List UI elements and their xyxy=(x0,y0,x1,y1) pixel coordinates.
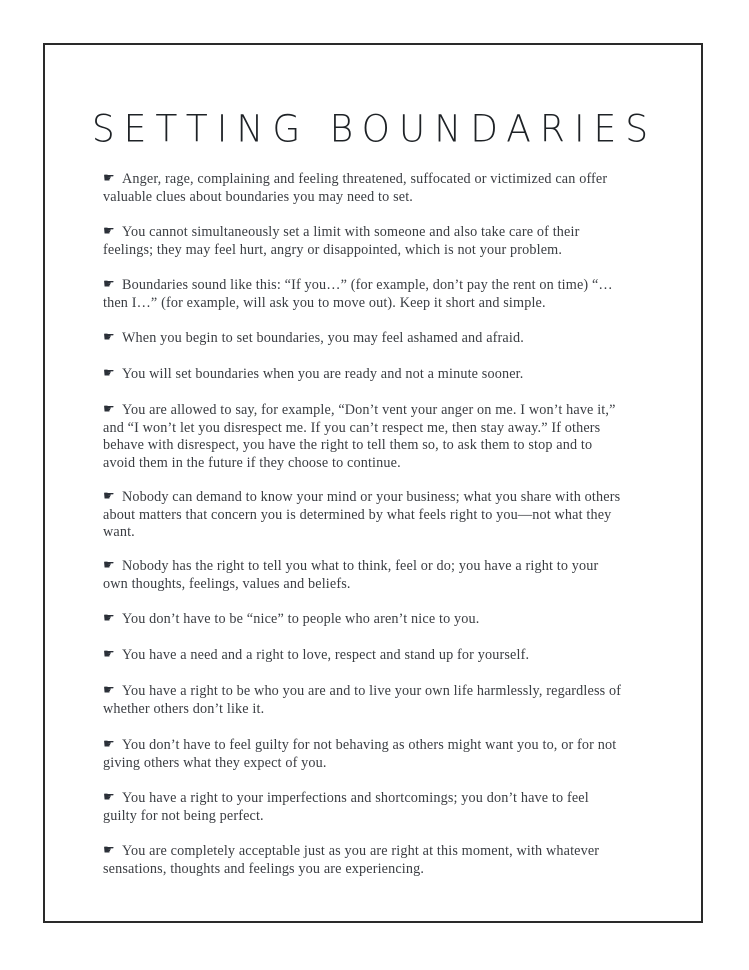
list-item xyxy=(103,647,623,665)
list-item-text: You will set boundaries when you are ready and not a minute sooner. xyxy=(122,366,524,382)
list-item xyxy=(103,489,623,542)
pointing-hand-icon: ☛ xyxy=(103,737,115,752)
pointing-hand-icon: ☛ xyxy=(103,611,115,626)
list-item-text: You don’t have to feel guilty for not behaving as others might want you to, or for not giving others what they expect of you. xyxy=(103,737,617,771)
list-item-text: You have a right to be who you are and to live your own life harmlessly, regardless of whether others don’t like it. xyxy=(103,683,622,717)
list-item xyxy=(103,402,623,472)
list-item-text: Nobody can demand to know your mind or your business; what you share with others about matters that concern you is determined by what feels right to you—not what they want. xyxy=(103,489,621,540)
list-item-text: You are completely acceptable just as you are right at this moment, with whatever sensations, thoughts and feelings you are experiencing. xyxy=(103,843,600,877)
list-item xyxy=(103,277,623,312)
list-item-text: Boundaries sound like this: “If you…” (for example, don’t pay the rent on time) “…then I…” (for example, will ask you to move out). Keep it short and simple. xyxy=(103,277,613,311)
list-item-text: When you begin to set boundaries, you may feel ashamed and afraid. xyxy=(122,330,524,346)
list-item xyxy=(103,330,623,348)
list-item xyxy=(103,843,623,878)
pointing-hand-icon: ☛ xyxy=(103,558,115,573)
list-item xyxy=(103,224,623,259)
pointing-hand-icon: ☛ xyxy=(103,647,115,662)
list-item xyxy=(103,611,623,629)
list-item xyxy=(103,683,623,718)
pointing-hand-icon: ☛ xyxy=(103,171,115,186)
pointing-hand-icon: ☛ xyxy=(103,489,115,504)
pointing-hand-icon: ☛ xyxy=(103,366,115,381)
pointing-hand-icon: ☛ xyxy=(103,402,115,417)
pointing-hand-icon: ☛ xyxy=(103,843,115,858)
list-item xyxy=(103,790,623,825)
list-item xyxy=(103,737,623,772)
list-item-text: You are allowed to say, for example, “Don’t vent your anger on me. I won’t have it,” and “I won’t let you disrespect me. If you can’t respect me, then stay away.” If others behave with disrespect, you have the right to tell them so, to ask them to stop and to avoid them in the future if they choose to continue. xyxy=(103,402,616,471)
list-item-text: You have a need and a right to love, respect and stand up for yourself. xyxy=(122,647,530,663)
pointing-hand-icon: ☛ xyxy=(103,683,115,698)
list-item xyxy=(103,558,623,593)
pointing-hand-icon: ☛ xyxy=(103,330,115,345)
list-item xyxy=(103,366,623,384)
pointing-hand-icon: ☛ xyxy=(103,224,115,239)
list-item-text: Anger, rage, complaining and feeling threatened, suffocated or victimized can offer valuable clues about boundaries you may need to set. xyxy=(103,171,608,205)
page-title: SETTING BOUNDARIES xyxy=(91,108,658,152)
list-item-text: You cannot simultaneously set a limit with someone and also take care of their feelings; they may feel hurt, angry or disappointed, which is not your problem. xyxy=(103,224,580,258)
pointing-hand-icon: ☛ xyxy=(103,790,115,805)
list-item-text: Nobody has the right to tell you what to think, feel or do; you have a right to your own thoughts, feelings, values and beliefs. xyxy=(103,558,599,592)
list-item xyxy=(103,171,623,206)
list-item-text: You don’t have to be “nice” to people who aren’t nice to you. xyxy=(122,611,480,627)
list-item-text: You have a right to your imperfections and shortcomings; you don’t have to feel guilty for not being perfect. xyxy=(103,790,589,824)
pointing-hand-icon: ☛ xyxy=(103,277,115,292)
